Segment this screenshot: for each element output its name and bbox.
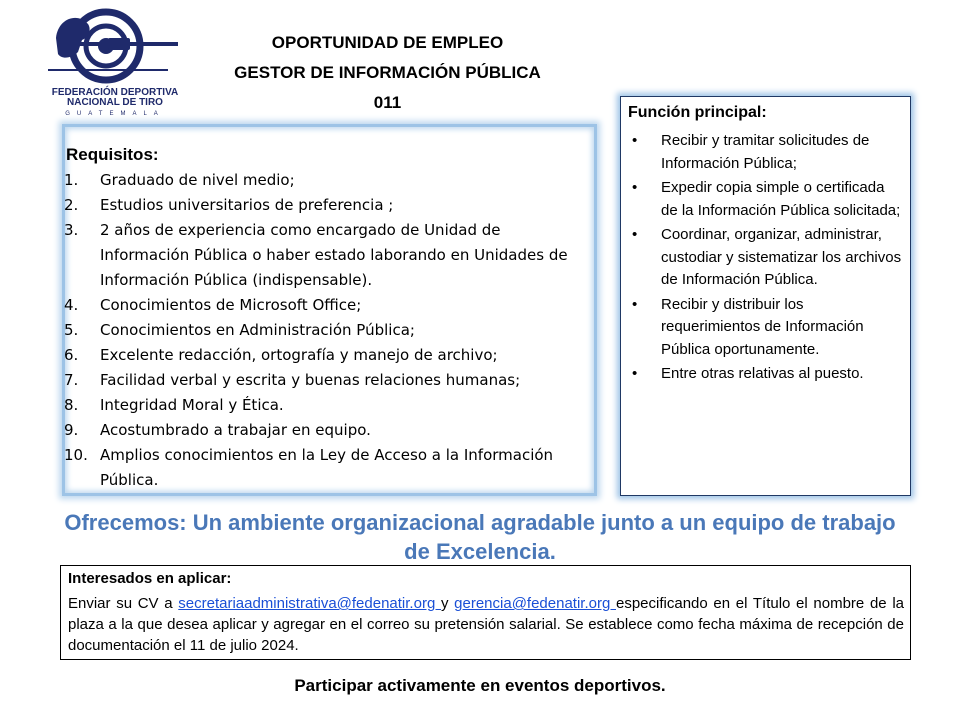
apply-text-after: especificando en el Título el nombre de la plaza a la que desea aplicar y agregar en el correo su pretensión salarial. Se establece como fecha máxima de recepción de documentación el 11 de julio 2024. (68, 595, 904, 654)
requirement-number: 7. (64, 371, 79, 389)
requirement-item (64, 418, 594, 443)
federation-logo (40, 8, 190, 120)
requirement-number: 10. (64, 446, 88, 464)
bullet-icon: • (632, 132, 638, 149)
requirement-text: Amplios conocimientos en la Ley de Acceso a la Información Pública. (100, 446, 554, 489)
requirements-title: Requisitos: (66, 145, 159, 164)
function-text: Entre otras relativas al puesto. (661, 365, 864, 382)
apply-instructions (68, 593, 904, 656)
requirement-number: 4. (64, 296, 79, 314)
title-line-3: 011 (373, 93, 402, 112)
bullet-icon: • (632, 179, 638, 196)
function-item (630, 363, 902, 386)
apply-text-mid: y (440, 595, 455, 612)
function-item (630, 294, 902, 362)
function-text: Recibir y tramitar solicitudes de Información Pública; (661, 132, 870, 172)
requirement-text: Conocimientos de Microsoft Office; (100, 296, 362, 314)
requirement-text: 2 años de experiencia como encargado de Unidad de Información Pública o haber estado laborando en Unidades de Información Pública (indispensable). (100, 221, 568, 289)
requirement-item (64, 443, 594, 493)
requirement-text: Excelente redacción, ortografía y manejo de archivo; (100, 346, 498, 364)
main-function-list (630, 130, 902, 388)
requirement-number: 5. (64, 321, 79, 339)
requirement-number: 3. (64, 221, 79, 239)
logo-line-1: FEDERACIÓN DEPORTIVA (51, 87, 179, 98)
requirement-text: Estudios universitarios de preferencia ; (100, 196, 394, 214)
apply-title: Interesados en aplicar: (68, 570, 232, 587)
requirement-item (64, 168, 594, 193)
requirement-item (64, 293, 594, 318)
offer-statement: Ofrecemos: Un ambiente organizacional agradable junto a un equipo de trabajo de Excelencia. (64, 510, 896, 564)
requirement-number: 1. (64, 171, 79, 189)
email-link-gerencia[interactable]: gerencia@fedenatir.org (454, 595, 616, 612)
requirement-number: 8. (64, 396, 79, 414)
requirement-item (64, 218, 594, 293)
requirements-list (64, 168, 594, 493)
function-text: Expedir copia simple o certificada de la Información Pública solicitada; (661, 179, 901, 219)
requirement-item (64, 318, 594, 343)
shooter-emblem-icon (48, 8, 183, 88)
bullet-icon: • (632, 226, 638, 243)
main-function-title: Función principal: (628, 104, 767, 121)
requirement-item (64, 368, 594, 393)
page-title (190, 28, 585, 118)
footer-slogan: Participar activamente en eventos deportivos. (294, 676, 666, 695)
bullet-icon: • (632, 365, 638, 382)
requirement-text: Acostumbrado a trabajar en equipo. (100, 421, 371, 439)
requirement-item (64, 343, 594, 368)
requirement-text: Conocimientos en Administración Pública; (100, 321, 415, 339)
apply-text-before: Enviar su CV a (68, 595, 179, 612)
function-text: Coordinar, organizar, administrar, custodiar y sistematizar los archivos de Información Pública. (661, 226, 902, 288)
requirement-number: 9. (64, 421, 79, 439)
function-item (630, 224, 902, 292)
email-link-secretaria[interactable]: secretariaadministrativa@fedenatir.org (178, 595, 441, 612)
requirement-text: Integridad Moral y Ética. (100, 396, 284, 414)
bullet-icon: • (632, 295, 638, 313)
requirement-item (64, 193, 594, 218)
function-item (630, 177, 902, 222)
function-text: Recibir y distribuir los requerimientos de Información Pública oportunamente. (661, 295, 864, 358)
requirement-number: 2. (64, 196, 79, 214)
title-line-1: OPORTUNIDAD DE EMPLEO (271, 33, 504, 52)
logo-line-3: GUATEMALA (65, 111, 165, 117)
requirement-text: Graduado de nivel medio; (100, 171, 295, 189)
requirement-number: 6. (64, 346, 79, 364)
title-line-2: GESTOR DE INFORMACIÓN PÚBLICA (234, 63, 541, 82)
requirement-item (64, 393, 594, 418)
logo-line-2: NACIONAL DE TIRO (67, 97, 163, 108)
requirement-text: Facilidad verbal y escrita y buenas relaciones humanas; (100, 371, 521, 389)
function-item (630, 130, 902, 175)
